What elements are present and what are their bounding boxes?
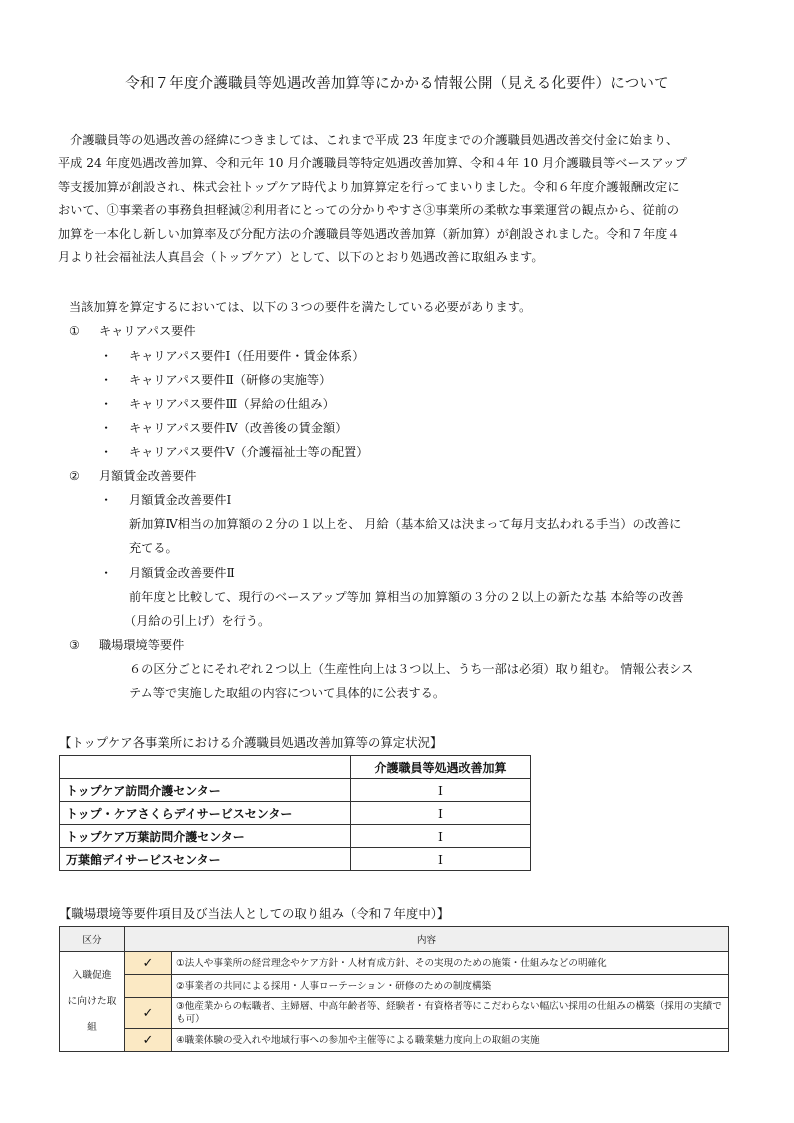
career-item: キャリアパス要件Ⅲ（昇給の仕組み） [129,397,335,411]
career-item: キャリアパス要件Ⅰ（任用要件・賃金体系） [129,349,365,363]
intro-line: 月より社会福祉法人真昌会（トップケア）として、以下のとおり処遇改善に取組みます。 [58,249,544,264]
bullet: ・ [100,566,113,580]
intro-line: 加算を一本化し新しい加算率及び分配方法の介護職員等処遇改善加算（新加算）が創設されました。令和７年度４ [58,226,680,241]
workplace-number: ③ [69,638,80,652]
bullet: ・ [100,397,113,411]
category-text: に向けた取 [67,995,117,1007]
facility-name: トップ・ケアさくらデイサービスセンター [60,802,351,825]
facility-name: 万葉館デイサービスセンター [60,848,351,871]
bullet: ・ [100,445,113,459]
monthly-item-title: 月額賃金改善要件Ⅱ [129,566,235,580]
workplace-label: 職場環境等要件 [99,638,185,652]
intro-line: 等支援加算が創設され、株式会社トップケア時代より加算算定を行ってまいりました。令和６年度介護報酬改定に [58,179,680,194]
table-row [60,1029,729,1052]
table-row [60,779,531,802]
empty-check-cell [125,975,172,998]
checkmark-icon: ✓ [125,998,172,1029]
page-title: 令和７年度介護職員等処遇改善加算等にかかる情報公開（見える化要件）について [125,76,669,92]
checkmark-icon: ✓ [125,1029,172,1052]
workplace-text: テム等で実施した取組の内容について具体的に公表する。 [129,686,446,700]
table-row [60,848,531,871]
category-cell [60,952,125,1052]
bullet: ・ [100,493,113,507]
table2-caption: 【職場環境等要件項目及び当法人としての取り組み（令和７年度中）】 [59,906,450,921]
table-row [60,952,729,975]
workplace-text: ６の区分ごとにそれぞれ２つ以上（生産性向上は３つ以上、うち一部は必須）取り組む。 情報公表シス [129,662,694,676]
facility-name: トップケア万葉訪問介護センター [60,825,351,848]
career-item: キャリアパス要件Ⅴ（介護福祉士等の配置） [129,445,369,459]
career-item: キャリアパス要件Ⅳ（改善後の賃金額） [129,421,348,435]
bullet: ・ [100,349,113,363]
table-header-row [60,756,531,779]
addition-level: Ⅰ [351,848,531,871]
initiative-text: ④職業体験の受入れや地域行事への参加や主催等による職業魅力度向上の取組の実施 [172,1029,729,1052]
category-text: 組 [87,1021,97,1033]
table-row [60,975,729,998]
workplace-requirements-table [59,926,729,1052]
column-header-category: 区分 [60,927,125,952]
initiative-text: ①法人や事業所の経営理念やケア方針・人材育成方針、その実現のための施策・仕組みなどの明確化 [172,952,729,975]
initiative-text: ②事業者の共同による採用・人事ローテーション・研修のための制度構築 [172,975,729,998]
table-header-empty [60,756,351,779]
category-text: 入職促進 [72,969,112,981]
monthly-item-text: 新加算Ⅳ相当の加算額の２分の１以上を、 月給（基本給又は決まって毎月支払われる手当）の改善に [129,517,682,531]
calculation-status-table [59,755,531,871]
checkmark-icon: ✓ [125,952,172,975]
addition-level: Ⅰ [351,779,531,802]
table1-caption: 【トップケア各事業所における介護職員処遇改善加算等の算定状況】 [59,735,443,750]
bullet: ・ [100,421,113,435]
initiative-text: ③他産業からの転職者、主婦層、中高年齢者等、経験者・有資格者等にこだわらない幅広い採用の仕組みの構築（採用の実績でも可） [172,998,729,1029]
monthly-item-text: 充てる。 [129,541,178,555]
monthly-number: ② [69,469,80,483]
career-label: キャリアパス要件 [99,324,196,338]
career-item: キャリアパス要件Ⅱ（研修の実施等） [129,373,332,387]
intro-paragraph [58,129,740,269]
monthly-item-text: （月給の引上げ）を行う。 [124,614,271,628]
addition-level: Ⅰ [351,825,531,848]
intro-line: 平成 24 年度処遇改善加算、令和元年 10 月介護職員等特定処遇改善加算、令和４年 10 月介護職員等ベースアップ [58,156,687,171]
table-row [60,802,531,825]
career-number: ① [69,324,80,338]
facility-name: トップケア訪問介護センター [60,779,351,802]
intro-line: おいて、①事業者の事務負担軽減②利用者にとっての分かりやすさ③事業所の柔軟な事業運営の観点から、従前の [58,203,680,218]
monthly-label: 月額賃金改善要件 [99,469,197,483]
table-header-cell: 介護職員等処遇改善加算 [351,756,531,779]
table-row [60,825,531,848]
requirements-lead: 当該加算を算定するにおいては、以下の３つの要件を満たしている必要があります。 [69,300,532,314]
column-header-content: 内容 [125,927,729,952]
table-row [60,998,729,1029]
addition-level: Ⅰ [351,802,531,825]
bullet: ・ [100,373,113,387]
monthly-item-title: 月額賃金改善要件Ⅰ [129,493,232,507]
intro-line: 介護職員等の処遇改善の経緯につきましては、これまで平成 23 年度までの介護職員処遇改善交付金に始まり、 [58,133,679,147]
table-header-row [60,927,729,952]
monthly-item-text: 前年度と比較して、現行のベースアップ等加 算相当の加算額の３分の２以上の新たな基 本給等の改善 [129,590,684,604]
